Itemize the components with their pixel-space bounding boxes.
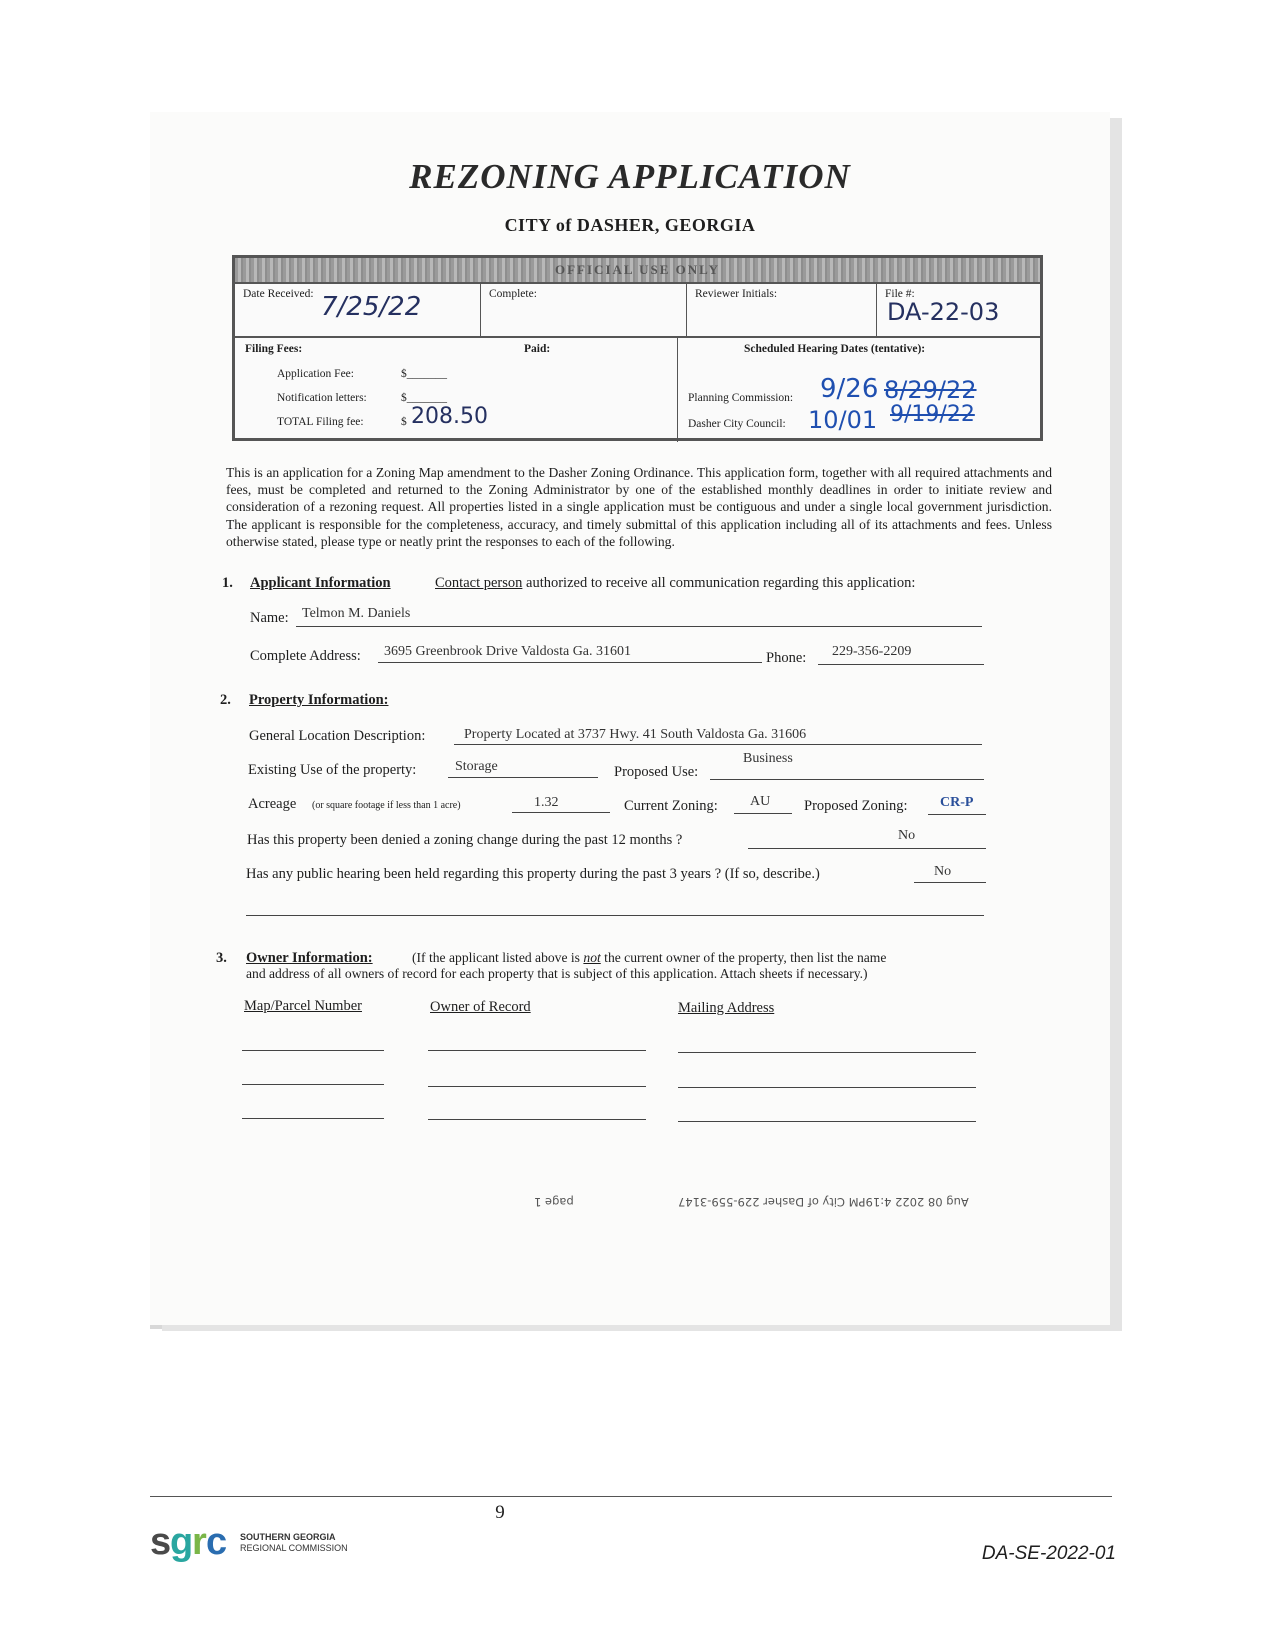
denied-answer: No — [898, 828, 916, 843]
proposed-zoning-line — [928, 814, 986, 815]
proposed-zoning-label: Proposed Zoning: — [804, 798, 908, 814]
footer-rule — [150, 1496, 1112, 1497]
section-3-title: Owner Information: — [246, 950, 373, 966]
complete-cell — [481, 284, 687, 336]
form-title: REZONING APPLICATION — [409, 157, 851, 196]
official-use-header: OFFICIAL USE ONLY — [235, 258, 1040, 284]
section-3-text-1 — [412, 950, 886, 966]
city-council-label: Dasher City Council: — [688, 418, 786, 430]
planning-commission-old-date: 8/29/22 — [884, 376, 977, 404]
fax-header-line: Aug 08 2022 4:19PM City of Dasher 229-559-3147 — [678, 1195, 969, 1209]
owner-row-2-parcel-line — [242, 1084, 384, 1085]
fax-page-label: page 1 — [534, 1195, 574, 1209]
proposed-zoning-value: CR-P — [940, 795, 974, 810]
denied-line — [748, 848, 986, 849]
reviewer-label: Reviewer Initials: — [695, 288, 778, 300]
acreage-line — [512, 812, 610, 813]
file-number-value: DA-22-03 — [887, 298, 1000, 326]
owner-row-1-owner-line — [428, 1050, 646, 1051]
existing-use-line — [448, 777, 598, 778]
section-3-not: not — [583, 950, 601, 965]
svg-text:r: r — [192, 1523, 207, 1563]
hearing-answer: No — [934, 864, 952, 879]
proposed-use-label: Proposed Use: — [614, 764, 699, 780]
file-number-label: File #: — [885, 288, 915, 300]
name-label: Name: — [250, 610, 289, 626]
date-received-cell — [235, 284, 481, 336]
location-label: General Location Description: — [249, 728, 426, 744]
acreage-value: 1.32 — [534, 795, 559, 810]
denied-question: Has this property been denied a zoning change during the past 12 months ? — [247, 832, 683, 848]
notification-label: Notification letters: — [277, 392, 367, 404]
column-mailing-address: Mailing Address — [678, 1000, 775, 1016]
sgrc-logo-mark — [150, 1523, 234, 1563]
current-zoning-label: Current Zoning: — [624, 798, 718, 814]
location-value: Property Located at 3737 Hwy. 41 South Valdosta Ga. 31606 — [464, 727, 807, 742]
proposed-use-value: Business — [743, 751, 793, 766]
existing-use-label: Existing Use of the property: — [248, 762, 417, 778]
existing-use-value: Storage — [455, 759, 498, 774]
app-fee-value: $_______ — [401, 368, 447, 380]
total-fee-value: 208.50 — [411, 404, 488, 429]
name-value: Telmon M. Daniels — [302, 606, 411, 621]
sgrc-logo-text — [240, 1532, 348, 1554]
hearing-dates-cell — [678, 338, 1040, 442]
acreage-note: (or square footage if less than 1 acre) — [312, 800, 461, 811]
page-number: 9 — [495, 1502, 505, 1523]
section-3-number: 3. — [216, 950, 227, 966]
date-received-value: 7/25/22 — [321, 292, 422, 322]
address-line — [378, 662, 762, 663]
document-id: DA-SE-2022-01 — [981, 1543, 1116, 1564]
hearing-question: Has any public hearing been held regarding this property during the past 3 years ? (If so, describe.) — [246, 866, 820, 882]
reviewer-cell — [687, 284, 877, 336]
complete-label: Complete: — [489, 288, 537, 300]
planning-commission-new-date: 9/26 — [820, 374, 879, 404]
acreage-label: Acreage — [248, 796, 297, 812]
section-3-text-2: and address of all owners of record for each property that is subject of this application. Attach sheets if necessary.) — [246, 966, 868, 981]
owner-row-2-address-line — [678, 1087, 976, 1088]
app-fee-label: Application Fee: — [277, 368, 354, 380]
owner-row-1-address-line — [678, 1052, 976, 1053]
total-fee-label: TOTAL Filing fee: — [277, 416, 364, 428]
section-3-text-a: (If the applicant listed above is — [412, 950, 584, 965]
paid-label: Paid: — [524, 343, 551, 355]
total-fee-prefix: $ — [401, 416, 407, 428]
sgrc-logo — [150, 1523, 348, 1563]
section-1-number: 1. — [222, 575, 233, 591]
contact-person-label: Contact person — [435, 575, 523, 591]
svg-text:s: s — [150, 1523, 172, 1563]
current-zoning-value: AU — [750, 794, 771, 809]
filing-fees-label: Filing Fees: — [245, 343, 303, 355]
section-3-text-b: the current owner of the property, then list the name — [600, 950, 887, 965]
current-zoning-line — [734, 813, 792, 814]
logo-line-1: SOUTHERN GEORGIA — [240, 1532, 336, 1542]
svg-text:g: g — [170, 1523, 194, 1563]
date-received-label: Date Received: — [243, 288, 314, 300]
owner-row-1-parcel-line — [242, 1050, 384, 1051]
hearing-dates-label: Scheduled Hearing Dates (tentative): — [744, 343, 926, 355]
intro-paragraph: This is an application for a Zoning Map amendment to the Dasher Zoning Ordinance. This application form, together with all required attachments and fees, must be completed and returned to the Zoning Administrator by one of the established monthly deadlines in order to initiate review and consideration of a rezoning request. All properties listed in a single application must be contiguous and under a single local government jurisdiction. The applicant is responsible for the completeness, accuracy, and timely submittal of this application including all of its attachments and fees. Unless otherwise stated, please type or neatly print the responses to each of the following. — [226, 465, 1052, 549]
section-2-number: 2. — [220, 692, 231, 708]
column-map-parcel: Map/Parcel Number — [244, 998, 362, 1014]
section-1-description — [435, 575, 915, 592]
filing-fees-cell — [235, 338, 678, 442]
section-1-title: Applicant Information — [250, 575, 391, 591]
phone-value: 229-356-2209 — [832, 644, 912, 659]
official-use-box — [232, 255, 1043, 441]
owner-row-3-parcel-line — [242, 1118, 384, 1119]
owner-row-3-address-line — [678, 1121, 976, 1122]
form-subtitle: CITY of DASHER, GEORGIA — [504, 215, 756, 235]
section-2-title: Property Information: — [249, 692, 389, 708]
logo-line-2: REGIONAL COMMISSION — [240, 1543, 348, 1553]
phone-line — [818, 664, 984, 665]
file-number-cell — [877, 284, 1040, 336]
city-council-old-date: 9/19/22 — [890, 402, 975, 427]
proposed-use-line — [710, 779, 984, 780]
column-owner-of-record: Owner of Record — [430, 999, 531, 1015]
location-line — [454, 744, 982, 745]
phone-label: Phone: — [766, 650, 807, 666]
owner-row-2-owner-line — [428, 1086, 646, 1087]
official-row-2 — [235, 338, 1040, 442]
official-row-1 — [235, 284, 1040, 338]
address-label: Complete Address: — [250, 648, 361, 664]
svg-text:c: c — [206, 1523, 228, 1563]
notification-value: $_______ — [401, 392, 447, 404]
address-value: 3695 Greenbrook Drive Valdosta Ga. 31601 — [384, 644, 632, 659]
name-line — [296, 626, 982, 627]
scanned-form — [150, 112, 1110, 1325]
city-council-new-date: 10/01 — [808, 406, 878, 434]
hearing-describe-line — [246, 915, 984, 916]
section-1-rest: authorized to receive all communication regarding this application: — [522, 575, 916, 591]
owner-row-3-owner-line — [428, 1119, 646, 1120]
planning-commission-label: Planning Commission: — [688, 392, 794, 404]
hearing-line — [914, 882, 986, 883]
